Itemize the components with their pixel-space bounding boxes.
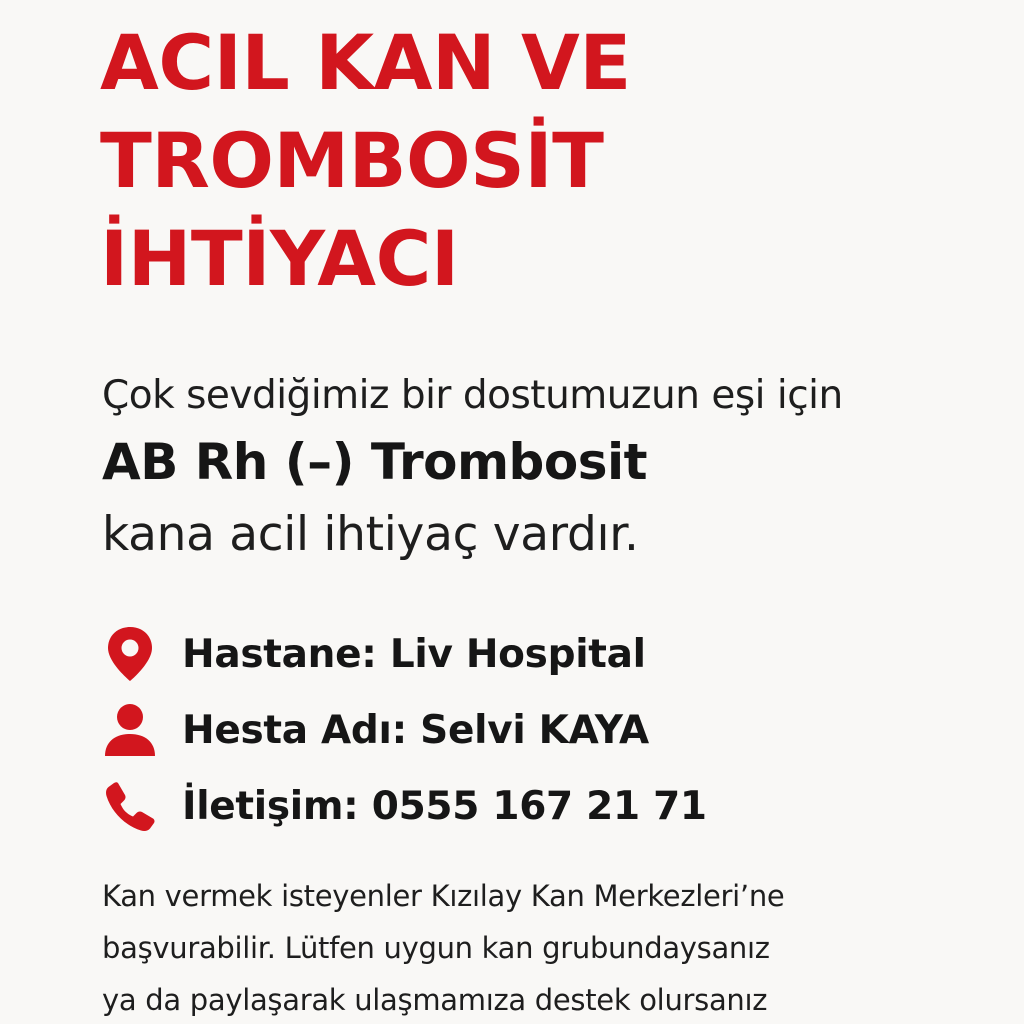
blood-type-line: AB Rh (–) Trombosit bbox=[102, 433, 647, 491]
contact-row bbox=[100, 768, 1000, 844]
page-title bbox=[100, 14, 1000, 308]
request-message bbox=[102, 365, 1002, 573]
footer-line: Kan vermek isteyenler Kızılay Kan Merkezleri’ne bbox=[102, 879, 785, 913]
person-icon bbox=[100, 700, 160, 760]
title-line: İHTİYACI bbox=[100, 214, 459, 303]
patient-text: Hesta Adı: Selvi KAYA bbox=[182, 707, 649, 753]
footer-line: başvurabilir. Lütfen uygun kan grubundaysanız bbox=[102, 931, 770, 965]
intro-line: Çok sevdiğimiz bir dostumuzun eşi için bbox=[102, 373, 843, 418]
intro-line: kana acil ihtiyaç vardır. bbox=[102, 507, 639, 562]
contact-text: İletişim: 0555 167 21 71 bbox=[182, 783, 707, 829]
hospital-text: Hastane: Liv Hospital bbox=[182, 631, 646, 677]
location-pin-icon bbox=[100, 624, 160, 684]
info-list bbox=[100, 616, 1000, 844]
title-line: TROMBOSİT bbox=[100, 116, 604, 205]
footer-line: ya da paylaşarak ulaşmamıza destek olursanız bbox=[102, 983, 768, 1017]
phone-icon bbox=[100, 776, 160, 836]
hospital-row bbox=[100, 616, 1000, 692]
patient-row bbox=[100, 692, 1000, 768]
title-line: ACIL KAN VE bbox=[100, 18, 631, 107]
donation-note bbox=[102, 870, 1012, 1024]
